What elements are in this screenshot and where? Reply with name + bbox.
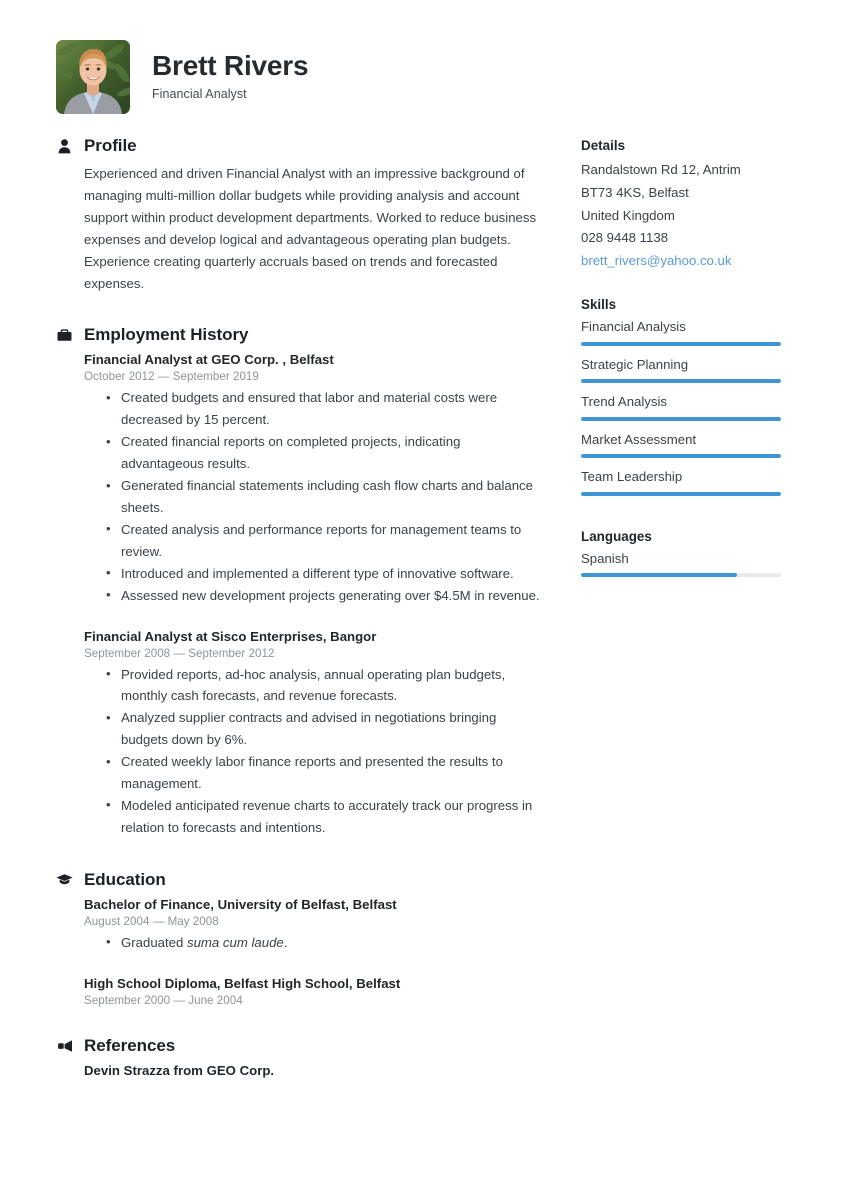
reference-entry [84,1063,545,1078]
bullet-suffix: . [283,934,288,950]
graduation-cap-icon [56,873,73,886]
sidebar-block-details [581,138,852,273]
skill-bar-fill [581,417,781,421]
skill-bar-fill [581,492,781,496]
address-line-1: Randalstown Rd 12, Antrim [581,162,741,177]
education-date: August 2004 — May 2008 [84,914,219,928]
bullet-italic: suma cum laude [186,934,284,950]
megaphone-icon [56,1039,73,1053]
skill-row [581,468,852,495]
country: United Kingdom [581,207,675,223]
skill-name: Trend Analysis [581,394,668,410]
list-item: • Assessed new development projects generating over $4.5M in revenue. [84,585,545,607]
section-title-employment: Employment History [84,325,249,345]
employment-bullets [84,387,545,606]
education-entry [84,976,545,1007]
list-item: • Modeled anticipated revenue charts to accurately track our progress in relation to forecasts and intentions. [84,795,545,839]
sidebar-title-languages: Languages [581,528,652,544]
person-icon [56,139,73,154]
name-block [152,51,308,104]
section-header-education [56,870,545,890]
section-body-profile [56,163,545,294]
skill-name: Strategic Planning [581,356,689,372]
section-header-profile [56,136,545,156]
education-bullets [84,932,545,954]
employment-title: Financial Analyst at GEO Corp. , Belfast [84,352,334,368]
employment-title: Financial Analyst at Sisco Enterprises, Bangor [84,628,377,644]
list-item: • Analyzed supplier contracts and advised in negotiations bringing budgets down by 6%. [84,707,545,751]
list-item: • Created analysis and performance reports for management teams to review. [84,519,545,563]
profile-photo-icon [56,40,130,114]
list-item: • Provided reports, ad-hoc analysis, annual operating plan budgets, monthly cash forecasts, and revenue forecasts. [84,664,545,708]
skill-row [581,393,852,420]
skill-bar-track [581,492,781,496]
skill-row [581,356,852,383]
education-date: September 2000 — June 2004 [84,993,243,1007]
section-title-profile: Profile [84,136,137,155]
spacer [56,844,545,870]
language-name: Spanish [581,550,629,566]
email-link[interactable]: brett_rivers@yahoo.co.uk [581,253,732,269]
section-body-employment [56,352,545,838]
resume-header [0,0,852,114]
skill-bar-track [581,379,781,383]
list-item: • Created financial reports on completed projects, indicating advantageous results. [84,431,545,475]
sidebar-title-details: Details [581,138,626,153]
skill-name: Financial Analysis [581,319,686,335]
section-header-references [56,1036,545,1056]
skill-bar-fill [581,454,781,458]
skill-bar-track [581,342,781,346]
education-title: High School Diploma, Belfast High School, Belfast [84,975,401,991]
avatar [56,40,130,114]
education-entry [84,897,545,954]
phone-number: 028 9448 1138 [581,230,669,246]
list-item: • Introduced and implemented a different type of innovative software. [84,563,545,585]
list-item: • Created weekly labor finance reports and presented the results to management. [84,751,545,795]
employment-entry [84,629,545,839]
skill-bar-fill [581,379,781,383]
spacer [84,609,545,629]
skill-bar-track [581,417,781,421]
section-body-education [56,897,545,1007]
briefcase-icon [56,328,73,342]
sidebar-block-skills [581,297,852,495]
spacer [84,956,545,976]
section-title-references: References [84,1035,176,1055]
section-references [56,1036,545,1078]
sidebar-title-skills: Skills [581,297,617,313]
sidebar-block-languages [581,529,852,577]
section-education [56,870,545,1007]
reference-title: Devin Strazza from GEO Corp. [84,1062,275,1078]
address-line-2: BT73 4KS, Belfast [581,184,689,200]
spacer [56,299,545,325]
page-title: Brett Rivers [152,49,309,81]
spacer [581,520,852,529]
list-item [84,932,545,954]
language-bar-track [581,573,781,577]
employment-date: October 2012 — September 2019 [84,370,259,384]
employment-entry [84,352,545,606]
content-columns [0,114,852,1083]
list-item: • Generated financial statements including cash flow charts and balance sheets. [84,475,545,519]
section-body-references [56,1063,545,1078]
skill-name: Market Assessment [581,431,697,447]
section-title-education: Education [84,869,166,889]
list-item: • Created budgets and ensured that labor and material costs were decreased by 15 percent. [84,387,545,431]
employment-date: September 2008 — September 2012 [84,646,275,660]
skill-name: Team Leadership [581,469,683,485]
section-header-employment [56,325,545,345]
skill-bar-fill [581,342,781,346]
bullet-prefix: Graduated [121,934,187,950]
skill-row [581,318,852,345]
spacer [56,1012,545,1036]
language-row [581,550,852,577]
main-column [0,136,545,1083]
sidebar [545,136,852,1083]
skill-row [581,431,852,458]
section-profile [56,136,545,294]
employment-bullets [84,664,545,839]
job-title: Financial Analyst [152,87,247,102]
education-title: Bachelor of Finance, University of Belfast, Belfast [84,896,397,912]
profile-text: Experienced and driven Financial Analyst with an impressive background of managing multi-million dollar budgets while providing analysis and account support within product development departments. Worked to reduce business expenses and develop logical and advantageous operating plan budgets. Experience creating quarterly accruals based on trends and forecasted expenses. [84,166,537,291]
language-bar-fill [581,573,737,577]
section-employment-history [56,325,545,838]
skill-bar-track [581,454,781,458]
